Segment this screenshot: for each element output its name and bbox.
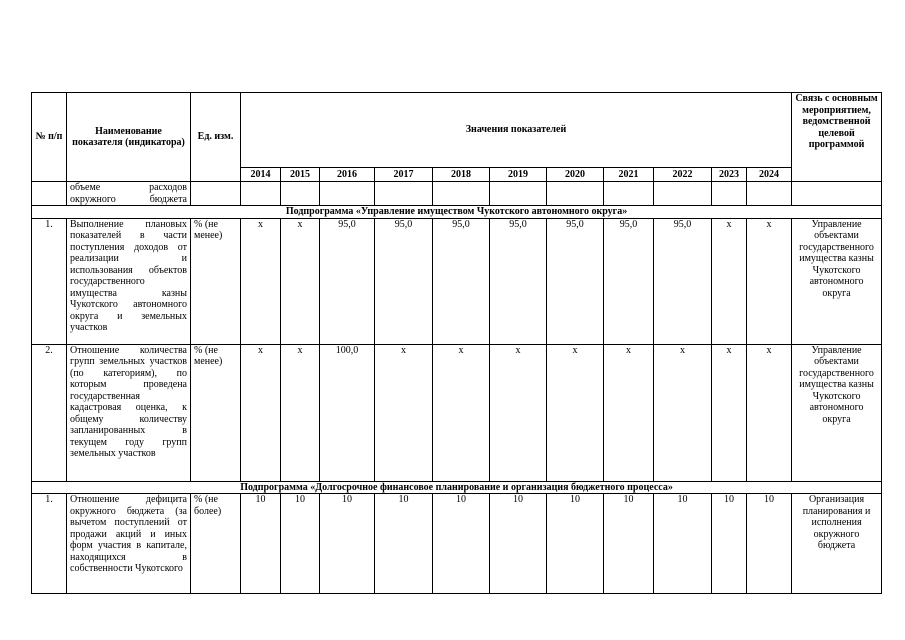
year-cell: 2019 bbox=[490, 168, 547, 182]
value-cell: 10 bbox=[241, 494, 281, 594]
row-unit: % (не менее) bbox=[191, 344, 241, 481]
value-cell: x bbox=[241, 218, 281, 344]
year-cell: 2018 bbox=[433, 168, 490, 182]
year-cell: 2022 bbox=[654, 168, 712, 182]
value-cell: x bbox=[654, 344, 712, 481]
year-cell: 2024 bbox=[747, 168, 792, 182]
value-cell: 10 bbox=[320, 494, 375, 594]
value-cell: x bbox=[241, 344, 281, 481]
header-link: Связь с основным мероприятием, ведомственной целевой программой bbox=[792, 93, 882, 182]
row-num: 1. bbox=[32, 494, 67, 594]
header-num: № п/п bbox=[32, 93, 67, 182]
value-cell: 10 bbox=[712, 494, 747, 594]
year-cell: 2023 bbox=[712, 168, 747, 182]
row-link: Управление объектами государственного имущества казны Чукотского автономного округа bbox=[792, 218, 882, 344]
value-cell: 10 bbox=[547, 494, 604, 594]
year-cell: 2015 bbox=[281, 168, 320, 182]
row-unit: % (не менее) bbox=[191, 218, 241, 344]
year-cell: 2021 bbox=[604, 168, 654, 182]
value-cell: x bbox=[375, 344, 433, 481]
value-cell: 95,0 bbox=[433, 218, 490, 344]
row-unit: % (не более) bbox=[191, 494, 241, 594]
subprogram-title: Подпрограмма «Управление имуществом Чукотского автономного округа» bbox=[32, 206, 882, 219]
row-num: 2. bbox=[32, 344, 67, 481]
table-row bbox=[32, 218, 882, 344]
subprogram-row bbox=[32, 206, 882, 219]
header-unit: Ед. изм. bbox=[191, 93, 241, 182]
value-cell: 10 bbox=[490, 494, 547, 594]
row-link: Организация планирования и исполнения окружного бюджета bbox=[792, 494, 882, 594]
value-cell: x bbox=[281, 218, 320, 344]
year-cell: 2014 bbox=[241, 168, 281, 182]
value-cell: 10 bbox=[747, 494, 792, 594]
value-cell: x bbox=[747, 344, 792, 481]
value-cell: x bbox=[547, 344, 604, 481]
value-cell: x bbox=[712, 344, 747, 481]
table-row bbox=[32, 344, 882, 481]
year-cell: 2017 bbox=[375, 168, 433, 182]
value-cell: x bbox=[433, 344, 490, 481]
value-cell: x bbox=[281, 344, 320, 481]
value-cell: 95,0 bbox=[654, 218, 712, 344]
year-cell: 2020 bbox=[547, 168, 604, 182]
table-row bbox=[32, 494, 882, 594]
subprogram-row bbox=[32, 481, 882, 494]
value-cell: 10 bbox=[654, 494, 712, 594]
row-num: 1. bbox=[32, 218, 67, 344]
value-cell: 95,0 bbox=[490, 218, 547, 344]
value-cell: x bbox=[712, 218, 747, 344]
value-cell: 10 bbox=[433, 494, 490, 594]
value-cell: 10 bbox=[375, 494, 433, 594]
value-cell: 95,0 bbox=[375, 218, 433, 344]
value-cell: 95,0 bbox=[320, 218, 375, 344]
value-cell: x bbox=[604, 344, 654, 481]
value-cell: 10 bbox=[281, 494, 320, 594]
indicators-table bbox=[31, 92, 882, 594]
value-cell: 100,0 bbox=[320, 344, 375, 481]
year-cell: 2016 bbox=[320, 168, 375, 182]
row-link: Управление объектами государственного имущества казны Чукотского автономного округа bbox=[792, 344, 882, 481]
value-cell: 95,0 bbox=[547, 218, 604, 344]
row-name: Отношение дефицита окружного бюджета (за вычетом поступлений от продажи акций и иных форм участия в капитале, находящихся в собственности Чукотского bbox=[67, 494, 191, 594]
row-name: Отношение количества групп земельных участков (по категориям), по которым проведена государственная кадастровая оценка, к общему количеству запланированных в текущем году групп земельных участков bbox=[67, 344, 191, 481]
header-name: Наименование показателя (индикатора) bbox=[67, 93, 191, 182]
value-cell: 10 bbox=[604, 494, 654, 594]
row-name: Выполнение плановых показателей в части поступления доходов от реализации и использования объектов государственного имущества казны Чукотского автономного округа и земельных участков bbox=[67, 218, 191, 344]
value-cell: x bbox=[747, 218, 792, 344]
value-cell: 95,0 bbox=[604, 218, 654, 344]
header-values: Значения показателей bbox=[241, 93, 792, 168]
table-row bbox=[32, 182, 882, 206]
value-cell: x bbox=[490, 344, 547, 481]
subprogram-title: Подпрограмма «Долгосрочное финансовое планирование и организация бюджетного процесса» bbox=[32, 481, 882, 494]
row-name: объеме расходов окружного бюджета bbox=[67, 182, 191, 206]
